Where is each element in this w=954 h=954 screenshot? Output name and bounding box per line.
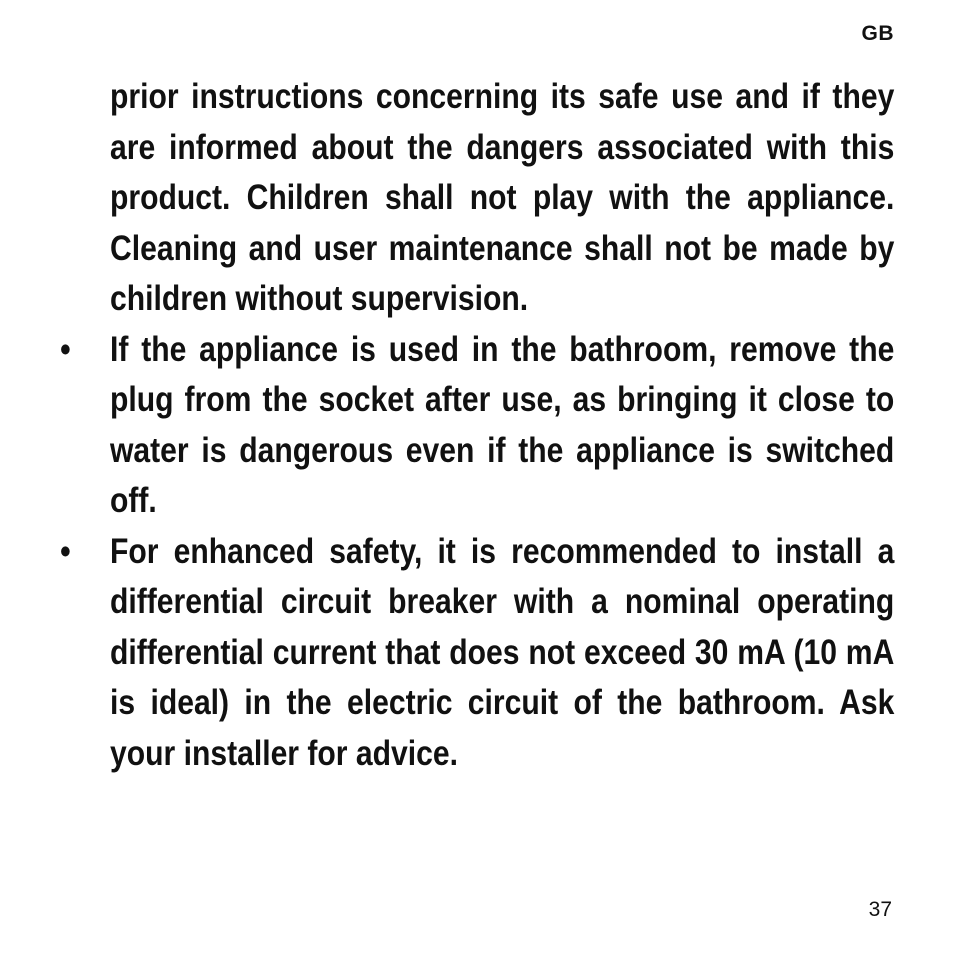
page-number: 37 (868, 898, 892, 921)
language-code: GB (861, 22, 894, 45)
bullet-text: For enhanced safety, it is recommended to install a differential circuit breaker with a nominal operating differential current that does not exceed 30 mA (10 mA is ideal) in the electric circuit of the bathroom. Ask your installer for advice. (110, 531, 895, 773)
safety-instructions-body (60, 72, 895, 779)
bullet-marker: • (60, 531, 71, 571)
bullet-text: If the appliance is used in the bathroom, remove the plug from the socket after use, as bringing it close to water is dangerous even if the appliance is switched off. (110, 329, 895, 520)
intro-paragraph: prior instructions concerning its safe use and if they are informed about the dangers associated with this product. Children shall not play with the appliance. Cleaning and user maintenance shall not be made by children without supervision. (110, 77, 895, 318)
bullet-item-bathroom-plug (60, 325, 895, 527)
bullet-item-circuit-breaker (60, 527, 895, 780)
bullet-marker: • (60, 329, 71, 369)
